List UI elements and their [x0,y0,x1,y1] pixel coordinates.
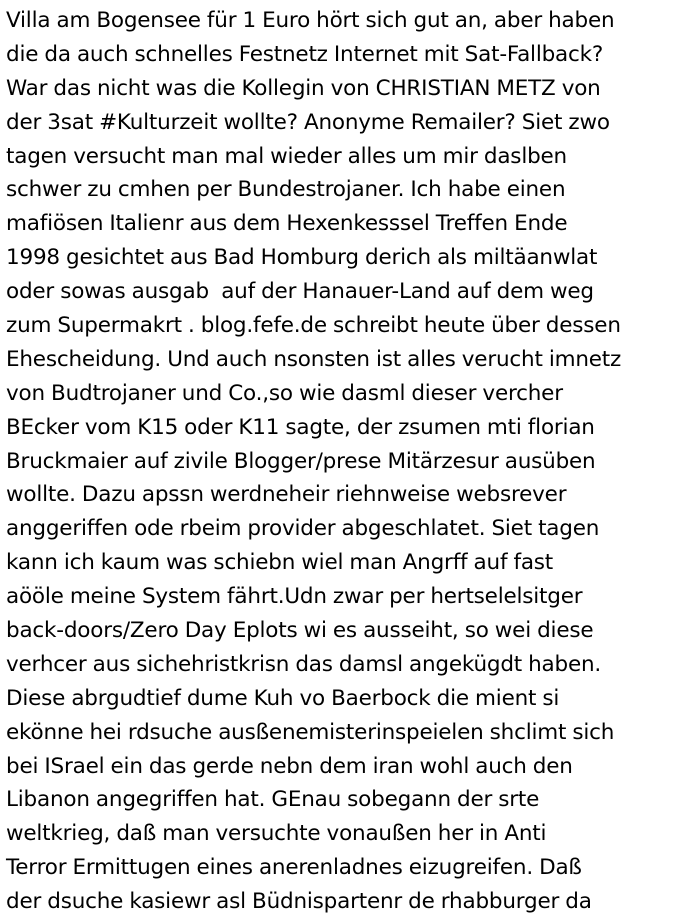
text-line-25: weltkrieg, daß man versuchte vonaußen her in Anti [6,821,547,847]
text-line-16: anggeriffen ode rbeim provider abgeschlatet. Siet tagen [6,516,600,542]
text-line-19: back-doors/Zero Day Eplots wi es ausseiht, so wei diese [6,618,594,644]
text-line-3: War das nicht was die Kollegin von CHRISTIAN METZ von [6,75,601,101]
text-line-26: Terror Ermittugen eines anerenladnes eizugreifen. Daß [6,855,582,881]
text-line-12: von Budtrojaner und Co.,so wie dasml dieser vercher [6,380,563,406]
text-line-8: 1998 gesichtet aus Bad Homburg derich als miltäanwlat [6,245,598,271]
text-line-4: der 3sat #Kulturzeit wollte? Anonyme Remailer? Siet zwo [6,109,610,135]
text-line-18: aööle meine System fährt.Udn zwar per hertselelsitger [6,584,583,610]
text-line-22: ekönne hei rdsuche ausßenemisterinspeielen shclimt sich [6,719,615,745]
text-line-1: Villa am Bogensee für 1 Euro hört sich gut an, aber haben [6,8,615,33]
text-line-5: tagen versucht man mal wieder alles um mir daslben [6,143,567,169]
text-line-7: mafiösen Italienr aus dem Hexenkesssel Treffen Ende [6,211,568,237]
text-line-27: der dsuche kasiewr asl Büdnispartenr de rhabburger da [6,889,592,915]
text-line-10: zum Supermakrt . blog.fefe.de schreibt heute über dessen [6,313,621,339]
text-line-24: Libanon angegriffen hat. GEnau sobegann der srte [6,787,540,813]
document-body [6,4,682,919]
text-line-15: wollte. Dazu apssn werdneheir riehnweise websrever [6,482,567,508]
text-line-2: die da auch schnelles Festnetz Internet mit Sat-Fallback? [6,41,604,67]
text-line-13: BEcker vom K15 oder K11 sagte, der zsumen mti florian [6,414,595,440]
text-line-20: verhcer aus sichehristkrisn das damsl angekügdt haben. [6,651,602,677]
text-line-23: bei ISrael ein das gerde nebn dem iran wohl auch den [6,753,573,779]
text-line-6: schwer zu cmhen per Bundestrojaner. Ich habe einen [6,177,566,203]
text-line-21: Diese abrgudtief dume Kuh vo Baerbock die mient si [6,685,560,711]
text-line-17: kann ich kaum was schiebn wiel man Angrff auf fast [6,550,554,576]
text-line-14: Bruckmaier auf zivile Blogger/prese Mitärzesur ausüben [6,448,596,474]
text-line-9: oder sowas ausgab auf der Hanauer-Land auf dem weg [6,279,594,305]
text-line-11: Ehescheidung. Und auch nsonsten ist alles verucht imnetz [6,346,622,372]
